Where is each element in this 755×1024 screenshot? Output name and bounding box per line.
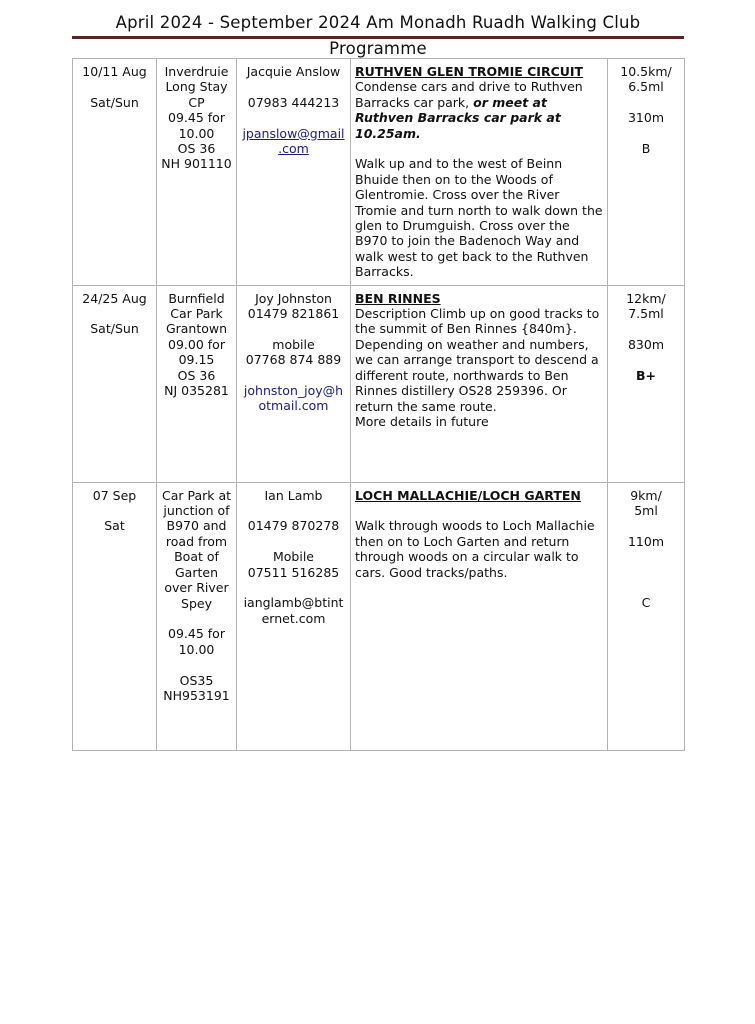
distance-km: 10.5km/ xyxy=(620,64,672,79)
walk-date: 07 Sep xyxy=(92,487,137,503)
meet-time: 10.00 xyxy=(178,641,215,657)
distance-km: 9km/ xyxy=(630,487,662,503)
meet-line: Long Stay xyxy=(165,79,228,95)
desc-intro: Condense cars and drive to Ruthven Barracks car park, xyxy=(355,79,583,110)
leader-mobile: 07768 874 889 xyxy=(245,352,342,368)
header-divider xyxy=(72,36,684,39)
email-line: .com xyxy=(278,141,309,156)
date-cell xyxy=(73,285,157,482)
walk-day: Sat/Sun xyxy=(90,94,139,110)
meet-line: CP xyxy=(188,94,205,110)
meet-line: 09.00 for xyxy=(168,336,225,352)
leader-email[interactable] xyxy=(241,595,346,626)
email-line: johnston_joy@h xyxy=(243,383,344,399)
ascent: 310m xyxy=(627,110,665,126)
page-title: April 2024 - September 2024 Am Monadh Ruadh Walking Club Programme xyxy=(115,13,641,58)
email-line: jpanslow@gmail xyxy=(242,125,345,141)
walk-description: Walk up and to the west of Beinn Bhuide then on to the Woods of Glentromie. Cross over the River Tromie and turn north to walk down the glen to Drumguish. Cross over the B970 to join the Badenoch Way and walk west to get back to the Ruthven Barracks. xyxy=(355,156,603,280)
meet-line: road from xyxy=(165,533,228,549)
leader-cell xyxy=(237,59,351,286)
meet-line: junction of xyxy=(163,503,230,519)
walk-title: RUTHVEN GLEN TROMIE CIRCUIT xyxy=(355,64,584,79)
email-line: ianglamb@btint xyxy=(243,595,344,611)
meet-line: Car Park at xyxy=(161,487,232,503)
leader-name: Joy Johnston xyxy=(255,290,332,306)
date-cell xyxy=(73,482,157,750)
email-line: otmail.com xyxy=(258,398,329,414)
meet-grid-ref: OS35 xyxy=(179,672,214,688)
walk-date: 10/11 Aug xyxy=(82,64,147,79)
grade: B+ xyxy=(635,367,656,383)
leader-email-link[interactable] xyxy=(241,126,346,157)
meet-line: Spey xyxy=(181,595,212,611)
meet-line: Garten xyxy=(175,564,218,580)
distance-ml: 5ml xyxy=(634,503,658,519)
leader-cell xyxy=(237,482,351,750)
walk-instructions xyxy=(355,79,603,141)
leader-phone: 01479 821861 xyxy=(247,306,340,322)
stats-cell xyxy=(608,285,685,482)
leader-cell xyxy=(237,285,351,482)
stats-cell xyxy=(608,482,685,750)
description-cell xyxy=(351,482,608,750)
meet-line: 09.15 xyxy=(178,352,215,368)
leader-mobile: 07511 516285 xyxy=(247,564,340,580)
meet-time: 09.45 for xyxy=(168,626,225,642)
meet-line: Car Park xyxy=(170,306,223,322)
description-cell xyxy=(351,59,608,286)
programme-table xyxy=(72,58,685,751)
meet-line: 10.00 xyxy=(178,125,215,141)
leader-email-link[interactable] xyxy=(241,383,346,414)
meet-grid-ref: NH953191 xyxy=(163,687,230,703)
table-row xyxy=(73,482,685,750)
table-row xyxy=(73,285,685,482)
meet-line: 09.45 for xyxy=(168,110,225,126)
meet-line: over River xyxy=(164,580,229,596)
meet-line: Boat of xyxy=(174,549,219,565)
walk-date: 24/25 Aug xyxy=(82,290,147,306)
walk-more-details: More details in future xyxy=(355,413,489,429)
meeting-point-cell xyxy=(157,482,237,750)
date-cell xyxy=(73,59,157,286)
walk-day: Sat xyxy=(104,518,125,534)
walk-day: Sat/Sun xyxy=(90,321,139,337)
distance-ml: 7.5ml xyxy=(628,306,664,322)
meet-line: OS 36 xyxy=(177,141,216,157)
meet-line: Burnfield xyxy=(168,290,225,306)
ascent: 830m xyxy=(627,336,665,352)
meeting-point-cell xyxy=(157,59,237,286)
distance-ml: 6.5ml xyxy=(628,79,664,95)
walk-title: LOCH MALLACHIE/LOCH GARTEN xyxy=(355,487,581,503)
leader-name: Ian Lamb xyxy=(264,487,323,503)
leader-mobile-label: Mobile xyxy=(272,549,314,565)
stats-cell xyxy=(608,59,685,286)
desc-emphasis: or meet at Ruthven Barracks car park at 10.25am. xyxy=(355,94,561,141)
meet-line: NJ 035281 xyxy=(164,383,229,399)
meet-line: Inverdruie xyxy=(164,64,229,79)
description-cell xyxy=(351,285,608,482)
walk-description: Description Climb up on good tracks to the summit of Ben Rinnes {840m}. Depending on weather and numbers, we can arrange transport to descend a different route, northwards to Ben Rinnes distillery OS28 259396. Or return the same route. xyxy=(355,306,600,414)
ascent: 110m xyxy=(627,533,665,549)
leader-phone: 07983 444213 xyxy=(247,94,340,110)
walk-description: Walk through woods to Loch Mallachie then on to Loch Garten and return through woods on a circular walk to cars. Good tracks/paths. xyxy=(355,518,595,580)
leader-mobile-label: mobile xyxy=(272,336,315,352)
meet-line: B970 and xyxy=(166,518,227,534)
table-row xyxy=(73,59,685,286)
grade: B xyxy=(641,141,651,156)
meet-line: NH 901110 xyxy=(161,156,232,172)
meeting-point-cell xyxy=(157,285,237,482)
grade: C xyxy=(641,595,651,611)
distance-km: 12km/ xyxy=(626,290,666,306)
leader-phone: 01479 870278 xyxy=(247,518,340,534)
walk-title: BEN RINNES xyxy=(355,290,441,306)
meet-line: Grantown xyxy=(165,321,228,337)
meet-line: OS 36 xyxy=(177,367,216,383)
leader-name: Jacquie Anslow xyxy=(246,64,341,79)
email-line: ernet.com xyxy=(261,610,326,626)
